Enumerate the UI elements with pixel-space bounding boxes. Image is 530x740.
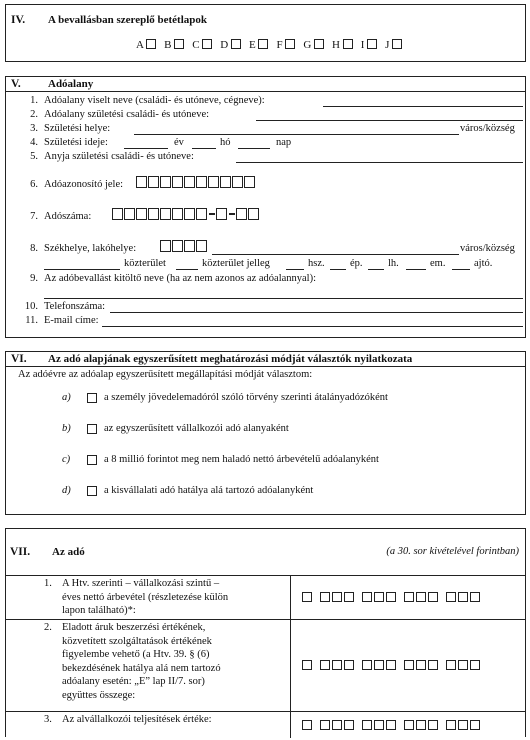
option-letter: a) <box>62 392 71 403</box>
betetlap-letter: J <box>385 39 390 51</box>
digit-box[interactable] <box>160 240 171 252</box>
digit-box[interactable] <box>428 660 438 670</box>
digit-box[interactable] <box>160 208 171 220</box>
digit-box[interactable] <box>416 592 426 602</box>
digit-box[interactable] <box>136 176 147 188</box>
hyphen <box>209 213 215 215</box>
field-filler-name[interactable] <box>44 298 523 299</box>
section-header <box>6 77 525 92</box>
field-label-filler-name: Az adóbevallást kitöltő neve (ha az nem azonos az adóalannyal): <box>44 273 317 284</box>
section-number: VI. <box>11 353 27 365</box>
betetlap-option[interactable] <box>249 39 271 51</box>
digit-box[interactable] <box>416 660 426 670</box>
amount-boxes[interactable] <box>302 720 488 732</box>
betetlap-checkbox-h[interactable] <box>343 39 353 49</box>
section-number: IV. <box>11 14 26 26</box>
field-building[interactable] <box>330 269 346 270</box>
field-label-email: E-mail címe: <box>44 315 99 326</box>
betetlap-option[interactable] <box>164 39 187 51</box>
digit-box[interactable] <box>172 208 183 220</box>
field-tax-id[interactable] <box>136 176 256 189</box>
section-iv <box>5 4 526 62</box>
option-checkbox[interactable] <box>87 393 97 403</box>
betetlap-checkbox-e[interactable] <box>258 39 268 49</box>
digit-box[interactable] <box>160 176 171 188</box>
digit-box[interactable] <box>416 720 426 730</box>
field-phone[interactable] <box>110 312 523 313</box>
field-name[interactable] <box>323 106 523 107</box>
line-number: 7. <box>30 211 38 222</box>
betetlap-letter: I <box>360 39 365 51</box>
field-house-number[interactable] <box>286 269 304 270</box>
option-text: az egyszerűsített vállalkozói adó alanyaként <box>104 423 289 434</box>
option-letter: d) <box>62 485 71 496</box>
digit-group <box>302 720 314 732</box>
digit-box[interactable] <box>362 660 372 670</box>
city-suffix: város/község <box>460 243 515 254</box>
digit-box[interactable] <box>362 592 372 602</box>
field-floor[interactable] <box>406 269 426 270</box>
digit-box[interactable] <box>172 176 183 188</box>
house-number-label: hsz. <box>308 258 325 269</box>
field-tax-number[interactable] <box>112 208 260 221</box>
row-label-line: adóalany esetén: „E” lap II/7. sor) <box>62 676 205 687</box>
section-vii <box>5 528 526 737</box>
amount-boxes[interactable] <box>302 660 488 672</box>
row-number: 2. <box>44 622 52 633</box>
field-birth-month[interactable] <box>192 148 216 149</box>
betetlap-checkbox-f[interactable] <box>285 39 295 49</box>
field-street-type[interactable] <box>176 269 198 270</box>
amount-boxes[interactable] <box>302 592 488 604</box>
digit-box[interactable] <box>148 208 159 220</box>
field-mother-name[interactable] <box>236 162 523 163</box>
street-type-label: közterület jelleg <box>202 258 270 269</box>
betetlap-checkbox-j[interactable] <box>392 39 402 49</box>
digit-box[interactable] <box>232 176 243 188</box>
line-number: 11. <box>25 315 38 326</box>
betetlap-letter: E <box>248 39 256 51</box>
digit-box[interactable] <box>470 592 480 602</box>
digit-box[interactable] <box>244 176 255 188</box>
digit-box[interactable] <box>248 208 259 220</box>
digit-box[interactable] <box>404 660 414 670</box>
row-label-line: éves nettó árbevétel (részletezése külön <box>62 591 229 603</box>
digit-box[interactable] <box>374 660 384 670</box>
betetlap-checkbox-a[interactable] <box>146 39 156 49</box>
digit-box[interactable] <box>184 240 195 252</box>
digit-box[interactable] <box>320 660 330 670</box>
option-checkbox[interactable] <box>87 455 97 465</box>
section-v <box>5 76 526 338</box>
row-label-line: közvetített szolgáltatások értékének <box>62 635 212 647</box>
line-number: 5. <box>30 151 38 162</box>
digit-box[interactable] <box>404 592 414 602</box>
digit-group <box>302 660 314 672</box>
digit-box[interactable] <box>320 592 330 602</box>
betetlap-checkbox-c[interactable] <box>202 39 212 49</box>
digit-box[interactable] <box>332 720 342 730</box>
tax-row <box>6 575 525 619</box>
betetlap-letter: B <box>164 39 172 51</box>
betetlap-option[interactable] <box>361 39 380 51</box>
row-number: 1. <box>44 578 52 589</box>
digit-box[interactable] <box>302 660 312 670</box>
digit-box[interactable] <box>362 720 372 730</box>
digit-box[interactable] <box>148 176 159 188</box>
section-title: Adóalany <box>48 78 94 90</box>
digit-group <box>404 660 440 672</box>
digit-box[interactable] <box>446 660 456 670</box>
digit-group <box>320 660 356 672</box>
column-divider <box>290 712 291 738</box>
betetlap-option[interactable] <box>192 39 215 51</box>
building-label: ép. <box>350 258 363 269</box>
line-number: 2. <box>30 109 38 120</box>
field-birth-name[interactable] <box>256 120 523 121</box>
digit-box[interactable] <box>446 592 456 602</box>
digit-box[interactable] <box>344 592 354 602</box>
digit-box[interactable] <box>172 240 183 252</box>
digit-box[interactable] <box>320 720 330 730</box>
street-label: közterület <box>124 258 166 269</box>
field-label-birth-date: Születési ideje: <box>44 137 108 148</box>
birth-place-suffix: város/község <box>460 123 515 134</box>
option-text: a 8 millió forintot meg nem haladó nettó árbevételű adóalanyként <box>104 454 379 465</box>
tax-row <box>6 619 525 711</box>
digit-box[interactable] <box>302 592 312 602</box>
digit-group <box>302 592 314 604</box>
digit-group <box>446 720 482 732</box>
field-email[interactable] <box>102 326 523 327</box>
field-birth-day[interactable] <box>238 148 270 149</box>
digit-box[interactable] <box>184 176 195 188</box>
row-label-line: Eladott áruk beszerzési értékének, <box>62 622 206 633</box>
digit-box[interactable] <box>216 208 227 220</box>
year-label: év <box>174 137 184 148</box>
stairway-label: lh. <box>388 258 399 269</box>
betetlap-option[interactable] <box>276 39 298 51</box>
betetlap-checkboxes <box>136 39 410 51</box>
line-number: 9. <box>30 273 38 284</box>
betetlap-option[interactable] <box>220 39 244 51</box>
digit-box[interactable] <box>112 208 123 220</box>
field-label-phone: Telefonszáma: <box>44 301 106 312</box>
digit-box[interactable] <box>386 660 396 670</box>
field-label-name: Adóalany viselt neve (családi- és utóneve, cégneve): <box>44 95 265 106</box>
digit-box[interactable] <box>374 592 384 602</box>
tax-row <box>6 711 525 738</box>
betetlap-letter: A <box>136 39 144 51</box>
digit-box[interactable] <box>302 720 312 730</box>
hyphen <box>229 213 235 215</box>
betetlap-checkbox-d[interactable] <box>231 39 241 49</box>
digit-box[interactable] <box>386 720 396 730</box>
section-title: Az adó <box>52 546 85 558</box>
month-label: hó <box>220 137 231 148</box>
field-label-birth-place: Születési helye: <box>44 123 111 134</box>
section-title: A bevallásban szereplő betétlapok <box>48 14 208 26</box>
column-divider <box>290 576 291 619</box>
option-checkbox[interactable] <box>87 486 97 496</box>
section-number: VII. <box>10 546 31 558</box>
field-birth-year[interactable] <box>124 148 168 149</box>
digit-box[interactable] <box>470 660 480 670</box>
digit-box[interactable] <box>386 592 396 602</box>
digit-box[interactable] <box>344 720 354 730</box>
betetlap-letter: F <box>276 39 283 51</box>
row-label-line: Az alvállalkozói teljesítések értéke: <box>62 714 212 725</box>
betetlap-option[interactable] <box>136 39 159 51</box>
digit-box[interactable] <box>208 176 219 188</box>
digit-box[interactable] <box>124 208 135 220</box>
field-street[interactable] <box>44 269 120 270</box>
digit-box[interactable] <box>446 720 456 730</box>
betetlap-option[interactable] <box>332 39 356 51</box>
betetlap-option[interactable] <box>385 39 405 51</box>
digit-box[interactable] <box>196 240 207 252</box>
row-label-line: lapon található)*: <box>62 605 136 616</box>
row-label-line: bekezdésének hatálya alá nem tartozó <box>62 662 221 674</box>
line-number: 3. <box>30 123 38 134</box>
row-label-line: figyelembe vehető (a Htv. 39. § (6) <box>62 649 210 660</box>
line-number: 4. <box>30 137 38 148</box>
digit-group <box>446 660 482 672</box>
option-text: a személy jövedelemadóról szóló törvény szerinti átalányadózóként <box>104 392 388 403</box>
digit-group <box>362 592 398 604</box>
betetlap-letter: D <box>220 39 229 51</box>
digit-group <box>362 660 398 672</box>
day-label: nap <box>276 137 292 148</box>
row-number: 3. <box>44 714 52 725</box>
section-number: V. <box>11 78 21 90</box>
digit-box[interactable] <box>458 592 468 602</box>
digit-group <box>320 720 356 732</box>
betetlap-checkbox-g[interactable] <box>314 39 324 49</box>
digit-group <box>446 592 482 604</box>
digit-box[interactable] <box>184 208 195 220</box>
betetlap-checkbox-i[interactable] <box>367 39 377 49</box>
digit-box[interactable] <box>470 720 480 730</box>
field-birth-place[interactable] <box>134 134 459 135</box>
digit-box[interactable] <box>332 660 342 670</box>
line-number: 10. <box>24 301 38 312</box>
option-text: a kisvállalati adó hatálya alá tartozó adóalanyként <box>104 485 314 496</box>
option-letter: c) <box>62 454 71 465</box>
door-label: ajtó. <box>474 258 493 269</box>
field-door[interactable] <box>452 269 470 270</box>
betetlap-letter: G <box>303 39 312 51</box>
column-divider <box>290 620 291 711</box>
digit-group <box>320 592 356 604</box>
digit-group <box>362 720 398 732</box>
field-label-tax-number: Adószáma: <box>44 211 92 222</box>
section-intro: Az adóévre az adóalap egyszerűsített megállapítási módját választom: <box>18 369 313 380</box>
betetlap-letter: C <box>192 39 200 51</box>
section-note: (a 30. sor kivételével forintban) <box>386 546 519 557</box>
digit-box[interactable] <box>344 660 354 670</box>
digit-box[interactable] <box>236 208 247 220</box>
field-label-birth-name: Adóalany születési családi- és utóneve: <box>44 109 210 120</box>
section-vi <box>5 351 526 515</box>
line-number: 6. <box>30 179 38 190</box>
line-number: 1. <box>30 95 38 106</box>
digit-box[interactable] <box>332 592 342 602</box>
row-label-line: együttes összege: <box>62 689 136 701</box>
betetlap-checkbox-b[interactable] <box>174 39 184 49</box>
field-stairway[interactable] <box>368 269 384 270</box>
section-header <box>6 352 525 367</box>
digit-group <box>404 720 440 732</box>
option-letter: b) <box>62 423 71 434</box>
digit-box[interactable] <box>374 720 384 730</box>
floor-label: em. <box>430 258 446 269</box>
field-label-mother-name: Anyja születési családi- és utóneve: <box>44 151 194 162</box>
digit-box[interactable] <box>196 176 207 188</box>
betetlap-option[interactable] <box>303 39 327 51</box>
digit-group <box>404 592 440 604</box>
field-label-seat: Székhelye, lakóhelye: <box>44 243 137 254</box>
section-title: Az adó alapjának egyszerűsített meghatározási módját választók nyilatkozata <box>48 353 413 365</box>
betetlap-letter: H <box>332 39 340 51</box>
digit-box[interactable] <box>458 720 468 730</box>
row-label-line: A Htv. szerinti – vállalkozási szintű – <box>62 578 220 589</box>
digit-box[interactable] <box>196 208 207 220</box>
digit-box[interactable] <box>428 592 438 602</box>
digit-box[interactable] <box>136 208 147 220</box>
digit-box[interactable] <box>404 720 414 730</box>
digit-box[interactable] <box>220 176 231 188</box>
field-zip-code[interactable] <box>160 240 208 253</box>
field-label-tax-id: Adóazonosító jele: <box>44 179 124 190</box>
line-number: 8. <box>30 243 38 254</box>
field-city[interactable] <box>212 254 459 255</box>
option-checkbox[interactable] <box>87 424 97 434</box>
digit-box[interactable] <box>458 660 468 670</box>
digit-box[interactable] <box>428 720 438 730</box>
